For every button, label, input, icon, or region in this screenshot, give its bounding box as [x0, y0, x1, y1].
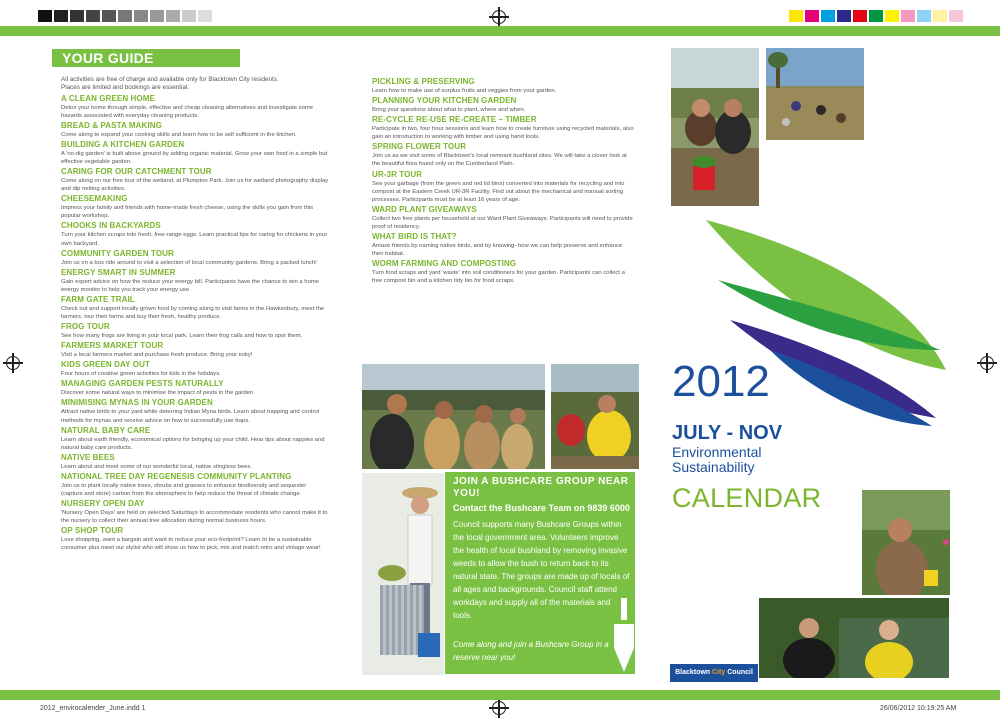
guide-item-description: Join us as we visit some of Blacktown's local remnant bushland sites. We will take a closer look at the beautiful flora found only on the Cumberland Plain.: [372, 153, 627, 168]
guide-item-title: NURSERY OPEN DAY: [61, 499, 145, 509]
guide-item-description: Turn your kitchen scraps into fresh, free-range eggs. Learn practical tips for caring for chickens in your own backyard.: [61, 232, 328, 247]
guide-item-description: Attract native birds to your yard while deterring Indian Myna birds. Learn about trapping and control methods for mynas and receive advice on how to successfully use traps.: [61, 409, 320, 424]
guide-item: [61, 379, 329, 397]
guide-item: [61, 94, 329, 120]
guide-title: YOUR GUIDE: [62, 50, 154, 66]
guide-item: [61, 322, 329, 340]
guide-item-title: FROG TOUR: [61, 322, 110, 332]
bushcare-title: JOIN A BUSHCARE GROUP NEAR YOU!: [453, 476, 629, 499]
guide-item: [61, 453, 329, 471]
guide-column-2: [372, 76, 634, 285]
guide-item: [372, 142, 634, 168]
guide-item-title: MANAGING GARDEN PESTS NATURALLY: [61, 379, 224, 389]
photo-women-wetland: [759, 598, 949, 678]
guide-item-title: UR-3R TOUR: [372, 169, 423, 179]
guide-item-description: Visit a local farmers market and purchase fresh produce. Bring your esky!: [61, 352, 253, 359]
guide-item-title: RE-CYCLE RE-USE RE-CREATE – TIMBER: [372, 115, 537, 125]
guide-item-description: Check out and support locally grown food by coming along to visit farms in the Hawkesbury, meet the farmers, tour their farms and buy their fresh, healthy produce.: [61, 305, 325, 320]
guide-item-description: Learn about earth friendly, economical options for bringing up your child. Hear tips about nappies and natural baby care products.: [61, 436, 325, 451]
guide-item: [61, 472, 329, 498]
guide-column-1: [61, 76, 329, 553]
guide-item-description: 'Nursery Open Days' are held on selected Saturdays to accommodate residents who cannot make it to the nursery to collect their annual tree allocation during normal business hours.: [61, 510, 328, 525]
bottom-green-band: [0, 690, 1000, 700]
guide-item: [372, 259, 634, 285]
guide-item: [61, 426, 329, 452]
guide-item-description: Amaze friends by naming native birds, and by knowing- how we can help preserve and enhance their habitat.: [372, 243, 623, 258]
calendar-months: JULY - NOV: [672, 422, 783, 444]
guide-item-description: Participate in two, four hour sessions and learn how to create furniture using recycled materials, also gain an introduction to working with timber and using hand tools.: [372, 126, 634, 141]
guide-item-description: Come along to expand your cooking skills and learn how to be self sufficient in the kitchen.: [61, 131, 297, 138]
guide-item-title: COMMUNITY GARDEN TOUR: [61, 248, 174, 258]
guide-item-title: NATIVE BEES: [61, 452, 115, 462]
guide-item: [61, 194, 329, 220]
guide-item-description: Join us to plant locally native trees, shrubs and grasses to enhance biodiversity and sequester (capture and store) carbon from the atmosphere to help reduce the threat of climate change.: [61, 482, 307, 498]
guide-item: [61, 167, 329, 193]
guide-item-title: CARING FOR OUR CATCHMENT TOUR: [61, 167, 212, 177]
guide-item-description: Come along on our free tour of the wetland, at Plumpton Park. Join us for wetland photography display and dip netting activities.: [61, 178, 329, 193]
calendar-subtitle: Environmental Sustainability: [672, 444, 762, 475]
guide-item-title: KIDS GREEN DAY OUT: [61, 360, 150, 370]
guide-item-description: Four hours of creative green activities for kids in the holidays.: [61, 371, 221, 378]
guide-item: [372, 77, 634, 95]
guide-item-description: Collect two free plants per household at our Ward Plant Giveaways. Participants will need to provide proof of residency.: [372, 215, 633, 230]
guide-item-title: PLANNING YOUR KITCHEN GARDEN: [372, 96, 517, 106]
guide-item-description: See your garbage (from the green and red lid bins) converted into materials for recycling and into compost at the Eastern Creek UR-3R Facility. Find out about the mechanical and manual sorting processes. Participants must be at least 16 years of age.: [372, 180, 625, 203]
guide-item: [372, 205, 634, 231]
guide-item-title: SPRING FLOWER TOUR: [372, 142, 467, 152]
guide-item-title: WHAT BIRD IS THAT?: [372, 232, 457, 242]
guide-item-title: FARM GATE TRAIL: [61, 294, 135, 304]
guide-item-description: Love shopping, want a bargain and want to reduce your eco-footprint? Learn to be a sustainable consumer plus meet our stylist who will show us how to pick, mix and match retro and vintage wear!: [61, 537, 321, 552]
guide-item-title: FARMERS MARKET TOUR: [61, 341, 164, 351]
guide-item: [372, 232, 634, 258]
guide-item-description: Join us on a bus ride around to visit a selection of local community gardens. Bring a packed lunch!: [61, 259, 317, 266]
guide-item: [61, 360, 329, 378]
guide-intro: All activities are free of charge and available only for Blacktown City residents. Places are limited and bookings are essential.: [61, 76, 279, 92]
bushcare-contact: Contact the Bushcare Team on 9839 6000: [453, 503, 630, 513]
footer-timestamp: 26/06/2012 10:19:25 AM: [880, 705, 957, 712]
registration-mark-top: [492, 10, 506, 24]
guide-item-description: Discover some natural ways to minimise the impact of pests in the garden: [61, 390, 254, 397]
guide-item-title: PICKLING & PRESERVING: [372, 77, 475, 86]
guide-item-description: Detox your home through simple, effective and cheap cleaning alternatives and investigate some hazards associated with everyday cleaning products.: [61, 104, 314, 119]
guide-item: [372, 115, 634, 141]
guide-item-title: WORM FARMING AND COMPOSTING: [372, 259, 517, 269]
guide-item: [372, 170, 634, 204]
guide-item-title: NATURAL BABY CARE: [61, 425, 151, 435]
guide-item-description: Learn how to make use of surplus fruits and veggies from your garden.: [372, 88, 557, 94]
calendar-year: 2012: [672, 357, 770, 406]
bushcare-cta: Come along and join a Bushcare Group in a reserve near you!: [453, 640, 609, 662]
guide-item: [61, 140, 329, 166]
guide-item-title: OP SHOP TOUR: [61, 526, 124, 536]
guide-item-description: Learn about and meet some of our wonderful local, native stingless bees.: [61, 463, 252, 470]
guide-item-title: NATIONAL TREE DAY REGENESIS COMMUNITY PLANTING: [61, 471, 292, 481]
guide-item-description: Gain expert advice on how the reduce your energy bill. Participants have the chance to win a home energy monitor to help you track your energy use.: [61, 278, 320, 293]
guide-item: [61, 398, 329, 424]
photo-planting-gloves: [551, 364, 639, 469]
guide-item-description: See how many frogs are living in your local park. Learn their frog calls and how to spot them.: [61, 333, 303, 340]
guide-item-title: BUILDING A KITCHEN GARDEN: [61, 139, 185, 149]
trowel-icon: [612, 598, 636, 674]
guide-item-title: MINIMISING MYNAS IN YOUR GARDEN: [61, 398, 213, 408]
guide-item-description: Bring your questions about what to plant, where and when.: [372, 107, 526, 114]
guide-item: [61, 295, 329, 321]
guide-item-title: ENERGY SMART IN SUMMER: [61, 267, 176, 277]
guide-item-title: A CLEAN GREEN HOME: [61, 93, 155, 103]
registration-mark-left: [6, 356, 20, 370]
guide-item-description: Turn food scraps and yard 'waste' into soil conditioners for your garden. Participants can collect a free compost bin and a kitchen tidy bin for food scraps.: [372, 270, 625, 285]
photo-compost-bin: [362, 473, 444, 675]
top-green-band: [0, 26, 1000, 36]
guide-item-title: CHEESEMAKING: [61, 194, 128, 204]
guide-item-description: Impress your family and friends with home-made fresh cheese, using the skills you gain from this popular workshop.: [61, 205, 314, 220]
guide-item: [61, 526, 329, 552]
guide-item: [61, 249, 329, 267]
bushcare-body: Council supports many Bushcare Groups within the local government area. Volunteers improve the health of local bushland by removing invasive weeds to allow the bush to return back to its natural state. The groups are made up of locals of all ages and backgrounds. Council staff attend workdays and supply all of the materials and tools.: [453, 520, 630, 620]
guide-item-title: BREAD & PASTA MAKING: [61, 120, 162, 130]
guide-item: [61, 268, 329, 294]
photo-man-seedling: [862, 490, 950, 595]
photo-planting-pot: [671, 48, 759, 206]
blacktown-council-logo: Blacktown City Council: [670, 664, 758, 682]
guide-item-title: CHOOKS IN BACKYARDS: [61, 221, 161, 231]
photo-volunteers-shovel: [362, 364, 545, 469]
guide-item: [61, 221, 329, 247]
registration-mark-bottom: [492, 701, 506, 715]
guide-item-description: A 'no-dig garden' is built above ground by adding organic material. Grow your own food in a simple but effective vegetable garden.: [61, 150, 328, 165]
guide-item: [61, 341, 329, 359]
guide-item: [61, 121, 329, 139]
registration-mark-right: [980, 356, 994, 370]
photo-field-group: [766, 48, 864, 140]
footer-filename: 2012_envirocalender_June.indd 1: [40, 705, 146, 712]
guide-item-title: WARD PLANT GIVEAWAYS: [372, 204, 477, 214]
guide-item: [61, 499, 329, 525]
calendar-word: CALENDAR: [672, 483, 822, 513]
guide-item: [372, 96, 634, 114]
